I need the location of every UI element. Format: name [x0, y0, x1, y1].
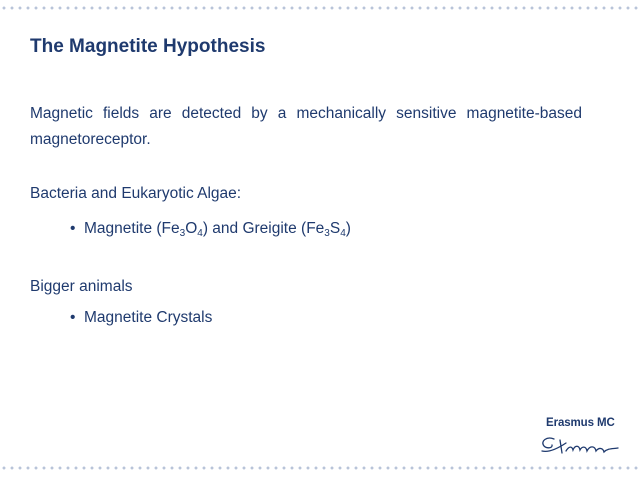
section-heading-bacteria: Bacteria and Eukaryotic Algae: [30, 185, 242, 202]
bullet-glyph: • [70, 220, 76, 237]
bottom-dotted-border [0, 466, 638, 470]
logo-wordmark: Erasmus MC [546, 417, 615, 429]
bullet-text-minerals: Magnetite $(Fe_3O_4)$ and Greigite $(Fe_3S_4)$ [84, 220, 351, 239]
bullet-crystals [70, 309, 212, 327]
intro-paragraph: Magnetic fields are detected by a mechanically sensitive magnetite-based magnetoreceptor. [30, 105, 582, 148]
slide-title: The Magnetite Hypothesis [30, 36, 266, 57]
section-heading-animals: Bigger animals [30, 278, 133, 295]
bullet-text-crystals: Magnetite Crystals [84, 309, 213, 326]
bullet-minerals [70, 220, 351, 239]
top-dotted-border [0, 6, 638, 10]
erasmus-signature-icon [538, 431, 622, 461]
bullet-glyph: • [70, 309, 76, 326]
erasmus-mc-logo [538, 417, 622, 461]
